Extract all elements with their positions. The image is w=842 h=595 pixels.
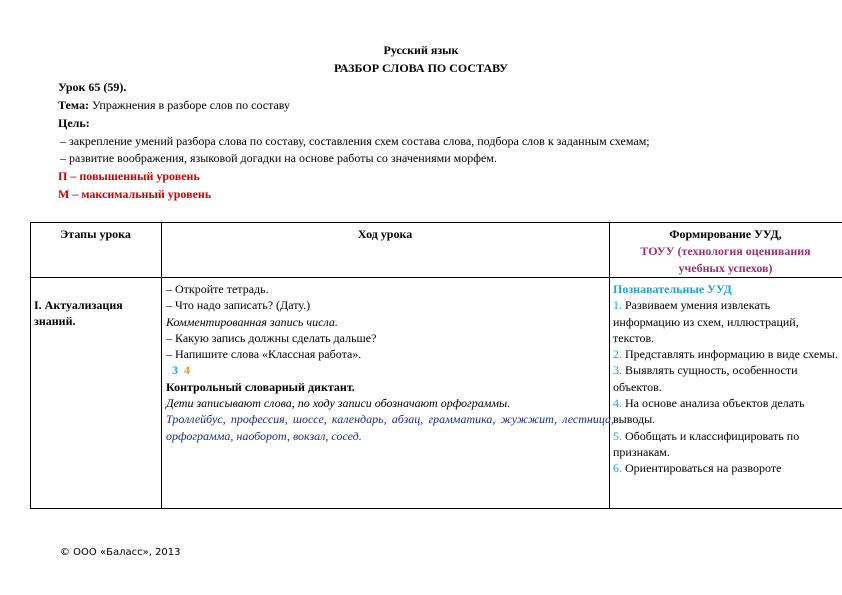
slide-numbers: [166, 362, 614, 378]
topic-value: Упражнения в разборе слов по составу: [91, 98, 291, 112]
uud-item: 4. На основе анализа объектов делать выводы.: [613, 396, 805, 427]
slide-number: 3: [172, 363, 178, 378]
course-line: – Напишите слова «Классная работа».: [166, 347, 362, 362]
uud-heading: Познавательные УУД: [613, 282, 732, 296]
subject-title: Русский язык: [383, 43, 459, 57]
topic-line: [58, 97, 290, 113]
uud-item: 6. Ориентироваться на развороте: [613, 461, 782, 476]
uud-item: 1. Развиваем умения извлекать информацию из схем, иллюстраций, текстов.: [613, 298, 799, 345]
dictation-words: Троллейбус, профессия, шоссе, календарь, абзац, грамматика, жужжит, лестница, орфограмма, наоборот, вокзал, сосед.: [166, 412, 614, 443]
goal-item: – развитие воображения, языковой догадки на основе работы со значениями морфем.: [60, 151, 497, 165]
lesson-title: РАЗБОР СЛОВА ПО СОСТАВУ: [334, 61, 508, 75]
goal-item: – закрепление умений разбора слова по составу, составления схем состава слова, подбора слов к заданным схемам;: [60, 134, 650, 148]
header-uud-sub2: учебных успехов): [678, 261, 773, 275]
header-uud-title: Формирование УУД,: [669, 227, 782, 241]
course-line: – Что надо записать? (Дату.): [166, 298, 311, 313]
uud-item: 3. Выявлять сущность, особенности объектов.: [613, 363, 798, 394]
header-uud: [609, 226, 842, 277]
course-line: – Откройте тетрадь.: [166, 282, 269, 296]
slide-number: 4: [184, 363, 190, 378]
goal-label: Цель:: [58, 116, 90, 130]
course-line: – Какую запись должны сделать дальше?: [166, 330, 377, 345]
header-course: Ход урока: [357, 227, 413, 241]
table-border-left: [30, 223, 31, 508]
header-uud-sub1: ТОУУ (технология оценивания: [640, 244, 811, 258]
topic-label: Тема:: [58, 98, 89, 112]
level-p: П – повышенный уровень: [58, 169, 200, 183]
stage-cell: [34, 297, 154, 329]
uud-item: 2. Представлять информацию в виде схемы.: [613, 347, 838, 362]
stage-line: знаний.: [34, 314, 76, 328]
lesson-table: [30, 222, 842, 509]
stage-line: I. Актуализация: [34, 298, 123, 312]
uud-item: 5. Обобщать и классифицировать по признакам.: [613, 428, 800, 459]
course-cell: [166, 281, 614, 444]
table-header-separator: [30, 277, 842, 278]
course-line: Комментированная запись числа.: [166, 314, 338, 329]
lesson-number: Урок 65 (59).: [58, 80, 127, 94]
header-stage: Этапы урока: [60, 227, 131, 241]
dictation-title: Контрольный словарный диктант.: [166, 379, 355, 394]
dictation-note: Дети записывают слова, по ходу записи обозначают орфограммы.: [166, 396, 511, 411]
level-m: М – максимальный уровень: [58, 187, 212, 201]
table-divider: [161, 223, 162, 508]
uud-cell: [613, 281, 838, 477]
copyright-footer: © ООО «Баласс», 2013: [60, 547, 181, 558]
